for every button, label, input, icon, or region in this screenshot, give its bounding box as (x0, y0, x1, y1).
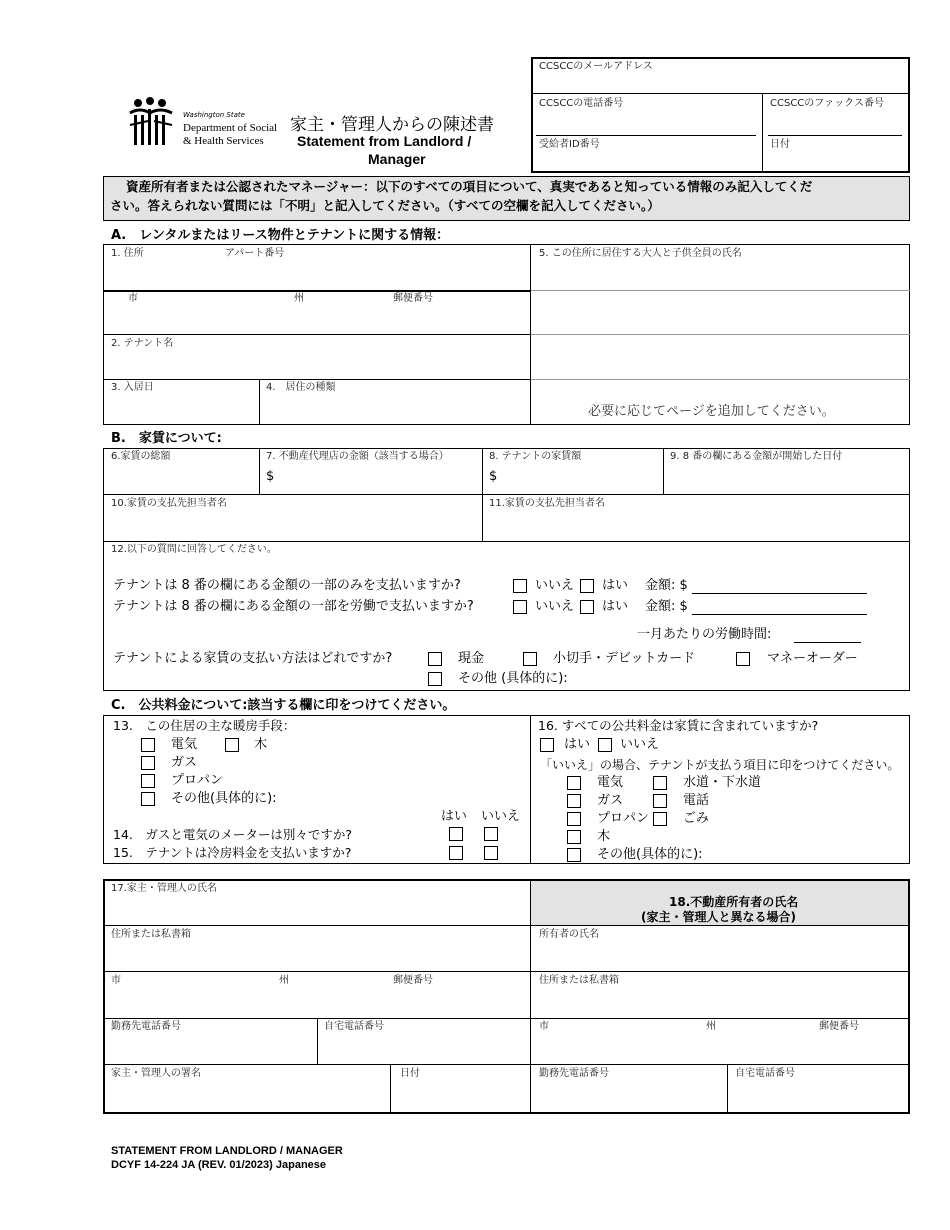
cash-label: 現金 (458, 651, 485, 666)
residence-type-field[interactable]: 4. 居住の種類 (266, 382, 336, 393)
heat-propane-label: プロパン (171, 773, 224, 788)
labor-payment-amount-field[interactable] (692, 614, 867, 615)
util-phone-checkbox[interactable] (653, 794, 667, 808)
header-date-field[interactable]: 日付 (770, 139, 790, 150)
landlord-name-field[interactable]: 17.家主・管理人の氏名 (111, 883, 217, 894)
heat-propane-checkbox[interactable] (141, 774, 155, 788)
heat-other-label: その他(具体的に): (171, 791, 277, 806)
labor-payment-no-checkbox[interactable] (513, 600, 527, 614)
util-phone-label: 電話 (683, 793, 710, 808)
other-payment-label: その他 (具体的に): (458, 671, 568, 686)
utilities-included-no-label: いいえ (620, 737, 660, 752)
footer-form-title: STATEMENT FROM LANDLORD / MANAGER (111, 1145, 343, 1157)
util-propane-checkbox[interactable] (567, 812, 581, 826)
tenant-name-field[interactable]: 2. テナント名 (111, 338, 174, 349)
apt-number-field[interactable]: アパート番号 (225, 248, 285, 259)
landlord-address-field[interactable]: 住所または私書箱 (111, 929, 191, 940)
add-pages-note: 必要に応じてページを追加してください。 (588, 404, 835, 419)
cooling-cost-question: 15. テナントは冷房料金を支払いますか? (113, 845, 352, 860)
section-c-title: C. 公共料金について:該当する欄に印をつけてください。 (111, 698, 456, 713)
owner-work-phone-field[interactable]: 勤務先電話番号 (539, 1068, 609, 1079)
total-rent-field[interactable]: 6.家賃の総額 (111, 451, 171, 462)
cooling-cost-yes-checkbox[interactable] (449, 846, 463, 860)
labor-payment-amount-label: 金額: $ (645, 599, 688, 614)
utilities-included-no-checkbox[interactable] (598, 738, 612, 752)
landlord-home-phone-field[interactable]: 自宅電話番号 (324, 1021, 384, 1032)
form-title-ja: 家主・管理人からの陳述書 (290, 115, 494, 135)
ccscc-email-field[interactable]: CCSCCのメールアドレス (539, 61, 653, 72)
owner-address-field[interactable]: 住所または私書箱 (539, 975, 619, 986)
if-no-instruction: 「いいえ」の場合、テナントが支払う項目に印をつけてください。 (540, 758, 900, 772)
labor-payment-question: テナントは 8 番の欄にある金額の一部を労働で支払いますか? (113, 599, 474, 614)
address-field[interactable]: 1. 住所 (111, 248, 144, 259)
util-other-checkbox[interactable] (567, 848, 581, 862)
yes-column-header: はい (441, 809, 468, 824)
zip-field[interactable]: 郵便番号 (393, 293, 433, 304)
agency-logo (128, 97, 178, 147)
separate-meters-no-checkbox[interactable] (484, 827, 498, 841)
section-a-title: A. レンタルまたはリース物件とテナントに関する情報： (111, 228, 450, 243)
money-order-label: マネーオーダー (767, 651, 858, 666)
cash-checkbox[interactable] (428, 652, 442, 666)
landlord-signature-field[interactable]: 家主・管理人の署名 (111, 1068, 201, 1079)
recipient-id-field[interactable]: 受給者ID番号 (539, 139, 600, 150)
question-12-label: 12.以下の質問に回答してください。 (111, 544, 277, 555)
check-debit-checkbox[interactable] (523, 652, 537, 666)
check-debit-label: 小切手・デビットカード (553, 651, 696, 666)
owner-name-header-2: (家主・管理人と異なる場合) (641, 910, 796, 924)
state-field[interactable]: 州 (294, 293, 304, 304)
owner-home-phone-field[interactable]: 自宅電話番号 (735, 1068, 795, 1079)
agency-amount-dollar: $ (266, 469, 275, 484)
other-payment-checkbox[interactable] (428, 672, 442, 686)
heat-electric-label: 電気 (171, 737, 198, 752)
heat-wood-label: 木 (254, 737, 268, 752)
money-order-checkbox[interactable] (736, 652, 750, 666)
heat-other-checkbox[interactable] (141, 792, 155, 806)
owner-city-field[interactable]: 市 (539, 1021, 549, 1032)
partial-payment-yes-checkbox[interactable] (580, 579, 594, 593)
form-title-en-2: Manager (368, 151, 426, 167)
no-column-header: いいえ (481, 809, 521, 824)
tenant-rent-field[interactable]: 8. テナントの家賃額 (489, 451, 582, 462)
util-water-sewer-label: 水道・下水道 (683, 775, 762, 790)
tenant-rent-dollar: $ (489, 469, 498, 484)
partial-payment-amount-field[interactable] (692, 593, 867, 594)
monthly-labor-hours-field[interactable] (794, 642, 861, 643)
agency-name-line1: Department of Social (183, 122, 278, 134)
heat-gas-label: ガス (171, 755, 198, 770)
landlord-city-field[interactable]: 市 (111, 975, 121, 986)
instructions-line1: 資産所有者または公認されたマネージャー：以下のすべての項目について、真実であると知っている情報のみ記入してくだ (126, 179, 813, 194)
util-electric-label: 電気 (597, 775, 624, 790)
separate-meters-yes-checkbox[interactable] (449, 827, 463, 841)
rent-payee-field-11[interactable]: 11.家賃の支払先担当者名 (489, 498, 605, 509)
heat-gas-checkbox[interactable] (141, 756, 155, 770)
residents-names-field[interactable]: 5. この住所に居住する大人と子供全員の氏名 (539, 248, 742, 259)
landlord-state-field[interactable]: 州 (279, 975, 289, 986)
dshs-logo-icon (128, 97, 178, 147)
section-b-title: B. 家賃について: (111, 431, 222, 446)
move-in-date-field[interactable]: 3. 入居日 (111, 382, 154, 393)
utilities-included-yes-label: はい (564, 737, 591, 752)
labor-payment-yes-checkbox[interactable] (580, 600, 594, 614)
rent-payee-field-10[interactable]: 10.家賃の支払先担当者名 (111, 498, 227, 509)
footer-form-number: DCYF 14-224 JA (REV. 01/2023) Japanese (111, 1159, 327, 1171)
agency-name-line2: & Health Services (183, 135, 264, 147)
form-title-en-1: Statement from Landlord / (297, 133, 472, 149)
util-wood-label: 木 (597, 829, 611, 844)
partial-payment-amount-label: 金額: $ (645, 578, 688, 593)
ccscc-phone-field[interactable]: CCSCCの電話番号 (539, 98, 624, 109)
utilities-included-question: 16. すべての公共料金は家賃に含まれていますか? (538, 718, 819, 733)
labor-payment-no-label: いいえ (535, 599, 575, 614)
partial-payment-yes-label: はい (602, 578, 629, 593)
util-water-sewer-checkbox[interactable] (653, 776, 667, 790)
landlord-work-phone-field[interactable]: 勤務先電話番号 (111, 1021, 181, 1032)
agency-amount-field[interactable]: 7. 不動産代理店の金額（該当する場合） (266, 451, 449, 462)
owner-state-field[interactable]: 州 (706, 1021, 716, 1032)
signature-date-field[interactable]: 日付 (400, 1068, 420, 1079)
util-gas-checkbox[interactable] (567, 794, 581, 808)
landlord-zip-field[interactable]: 郵便番号 (393, 975, 433, 986)
monthly-labor-hours-label: 一月あたりの労働時間: (637, 627, 772, 642)
heat-electric-checkbox[interactable] (141, 738, 155, 752)
amount-start-date-field[interactable]: 9. 8 番の欄にある金額が開始した日付 (670, 451, 843, 462)
util-gas-label: ガス (597, 793, 624, 808)
util-electric-checkbox[interactable] (567, 776, 581, 790)
separate-meters-question: 14. ガスと電気のメーターは別々ですか? (113, 827, 353, 842)
util-garbage-checkbox[interactable] (653, 812, 667, 826)
cooling-cost-no-checkbox[interactable] (484, 846, 498, 860)
util-wood-checkbox[interactable] (567, 830, 581, 844)
heating-question: 13. この住居の主な暖房手段： (113, 718, 296, 733)
ccscc-fax-field[interactable]: CCSCCのファックス番号 (770, 98, 884, 109)
ccscc-info-box (531, 57, 910, 173)
owner-name-field[interactable]: 所有者の氏名 (539, 929, 599, 940)
city-field[interactable]: 市 (128, 293, 138, 304)
heat-wood-checkbox[interactable] (225, 738, 239, 752)
util-propane-label: プロパン (597, 811, 650, 826)
partial-payment-question: テナントは 8 番の欄にある金額の一部のみを支払いますか? (113, 578, 461, 593)
agency-state: Washington State (183, 111, 245, 119)
partial-payment-no-checkbox[interactable] (513, 579, 527, 593)
utilities-included-yes-checkbox[interactable] (540, 738, 554, 752)
labor-payment-yes-label: はい (602, 599, 629, 614)
owner-name-header-1: 18.不動産所有者の氏名 (669, 895, 799, 909)
payment-method-question: テナントによる家賃の支払い方法はどれですか? (113, 651, 393, 666)
util-other-label: その他(具体的に): (597, 847, 703, 862)
partial-payment-no-label: いいえ (535, 578, 575, 593)
instructions-line2: さい。答えられない質問には「不明」と記入してください。（すべての空欄を記入してください。） (110, 198, 660, 213)
util-garbage-label: ごみ (683, 811, 710, 826)
owner-zip-field[interactable]: 郵便番号 (819, 1021, 859, 1032)
